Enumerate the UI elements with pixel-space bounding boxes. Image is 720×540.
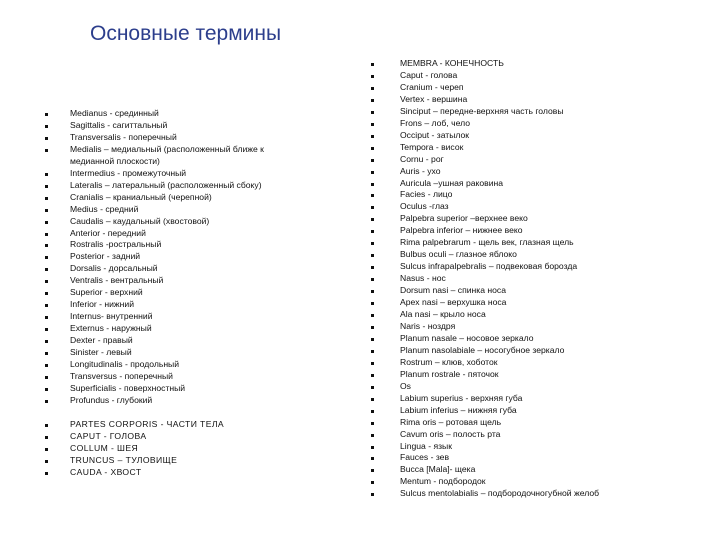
list-item-text: Ventralis - вентральный xyxy=(70,275,164,286)
bullet-icon xyxy=(371,278,374,281)
list-item xyxy=(70,168,310,180)
list-item-text: Ala nasi – крыло носа xyxy=(400,309,486,320)
bullet-icon xyxy=(45,388,48,391)
page-title: Основные термины xyxy=(90,22,282,45)
list-item-text: Intermedius - промежуточный xyxy=(70,167,187,178)
bullet-icon xyxy=(45,292,48,295)
list-item-text: Lateralis – латеральный (расположенный сбоку) xyxy=(70,179,262,190)
bullet-icon xyxy=(45,460,48,463)
bullet-icon xyxy=(371,206,374,209)
list-item-text: Rima palpebrarum - щель век, глазная щель xyxy=(400,237,574,248)
list-item xyxy=(70,228,310,240)
list-item-text: Posterior - задний xyxy=(70,251,141,262)
list-item-text: CAPUT - ГОЛОВА xyxy=(70,430,147,441)
list-item xyxy=(400,249,700,261)
bullet-icon xyxy=(371,266,374,269)
bullet-icon xyxy=(45,304,48,307)
bullet-icon xyxy=(45,340,48,343)
bullet-icon xyxy=(371,87,374,90)
bullet-icon xyxy=(371,374,374,377)
bullet-icon xyxy=(371,302,374,305)
list-item-text: Sulcus mentolabialis – подбородочногубной желоб xyxy=(400,488,600,499)
list-item-text: Planum nasolabiale – носогубное зеркало xyxy=(400,344,565,355)
list-item xyxy=(400,154,700,166)
list-item xyxy=(400,189,700,201)
list-item-text: CAUDA - ХВОСТ xyxy=(70,466,142,477)
bullet-icon xyxy=(371,159,374,162)
list-item-text: Bulbus oculi – глазное яблоко xyxy=(400,249,517,260)
bullet-icon xyxy=(45,113,48,116)
list-item xyxy=(400,321,700,333)
list-item xyxy=(400,405,700,417)
bullet-icon xyxy=(371,422,374,425)
list-item-text: Rostrum – клюв, хоботок xyxy=(400,356,498,367)
list-item-text: Cavum oris – полость рта xyxy=(400,428,501,439)
bullet-icon xyxy=(45,268,48,271)
list-item-text: Apex nasi – верхушка носа xyxy=(400,297,507,308)
list-item-text: Labium inferius – нижняя губа xyxy=(400,404,517,415)
list-item xyxy=(70,395,310,407)
list-item xyxy=(400,130,700,142)
list-item-text: Inferior - нижний xyxy=(70,299,135,310)
list-item xyxy=(70,299,310,311)
list-item-text: Oculus -глаз xyxy=(400,201,449,212)
list-item xyxy=(70,467,310,479)
list-item xyxy=(70,192,310,204)
bullet-icon xyxy=(45,448,48,451)
list-item xyxy=(400,476,700,488)
list-item xyxy=(400,333,700,345)
bullet-icon xyxy=(371,350,374,353)
bullet-icon xyxy=(45,472,48,475)
list-item-text: Os xyxy=(400,380,411,391)
bullet-icon xyxy=(45,233,48,236)
bullet-icon xyxy=(371,147,374,150)
list-item xyxy=(70,311,310,323)
list-item xyxy=(400,70,700,82)
list-item xyxy=(400,285,700,297)
list-item xyxy=(400,393,700,405)
list-item-text: Dexter - правый xyxy=(70,335,133,346)
bullet-icon xyxy=(371,457,374,460)
bullet-icon xyxy=(45,436,48,439)
list-item-text: Anterior - передний xyxy=(70,227,146,238)
list-item-text: Tempora - висок xyxy=(400,141,464,152)
list-item xyxy=(400,369,700,381)
list-item xyxy=(70,132,310,144)
bullet-icon xyxy=(45,376,48,379)
list-item-text: Sinister - левый xyxy=(70,347,132,358)
bullet-icon xyxy=(371,469,374,472)
list-item xyxy=(400,357,700,369)
list-item xyxy=(70,287,310,299)
list-item xyxy=(70,323,310,335)
bullet-icon xyxy=(371,123,374,126)
list-item xyxy=(70,335,310,347)
list-item xyxy=(400,417,700,429)
bullet-icon xyxy=(371,481,374,484)
list-item-text: Superior - верхний xyxy=(70,287,143,298)
bullet-icon xyxy=(371,194,374,197)
list-item xyxy=(400,441,700,453)
list-item xyxy=(400,297,700,309)
list-item-text: Planum nasale – носовое зеркало xyxy=(400,332,534,343)
list-item-text: Rima oris – ротовая щель xyxy=(400,416,502,427)
list-item xyxy=(70,431,310,443)
list-item-text: Lingua - язык xyxy=(400,440,452,451)
bullet-icon xyxy=(45,197,48,200)
bullet-icon xyxy=(371,314,374,317)
directional-terms-list xyxy=(70,108,310,407)
bullet-icon xyxy=(371,434,374,437)
list-item-text: Profundus - глубокий xyxy=(70,394,153,405)
list-item xyxy=(400,106,700,118)
list-item-text: Medius - средний xyxy=(70,203,139,214)
list-item-text: Naris - ноздря xyxy=(400,320,456,331)
bullet-icon xyxy=(371,386,374,389)
bullet-icon xyxy=(371,99,374,102)
list-item-text: Vertex - вершина xyxy=(400,93,468,104)
list-item-text: Transversus - поперечный xyxy=(70,370,173,381)
bullet-icon xyxy=(371,493,374,496)
bullet-icon xyxy=(45,400,48,403)
bullet-icon xyxy=(371,446,374,449)
list-item xyxy=(400,452,700,464)
list-item-text: Dorsum nasi – спинка носа xyxy=(400,285,507,296)
list-item-text: Sinciput – передне-верхняя часть головы xyxy=(400,105,564,116)
list-item xyxy=(70,204,310,216)
list-item-text: Mentum - подбородок xyxy=(400,476,486,487)
list-item xyxy=(400,94,700,106)
list-item-text: Nasus - нос xyxy=(400,273,446,284)
body-parts-list xyxy=(70,419,310,479)
list-item xyxy=(400,166,700,178)
bullet-icon xyxy=(371,171,374,174)
list-item-text: Longitudinalis - продольный xyxy=(70,359,180,370)
bullet-icon xyxy=(45,137,48,140)
list-item-text: MEMBRA - КОНЕЧНОСТЬ xyxy=(400,58,504,68)
bullet-icon xyxy=(371,111,374,114)
list-item xyxy=(400,345,700,357)
list-item-text: Dorsalis - дорсальный xyxy=(70,263,158,274)
bullet-icon xyxy=(45,328,48,331)
list-item xyxy=(400,237,700,249)
list-item-text: Auricula –ушная раковина xyxy=(400,177,504,188)
list-item xyxy=(400,178,700,190)
list-item-text: Frons – лоб, чело xyxy=(400,117,470,128)
list-item-text: Transversalis - поперечный xyxy=(70,131,177,142)
list-item-text: Sulcus infrapalpebralis – подвековая борозда xyxy=(400,261,578,272)
list-item xyxy=(400,464,700,476)
list-item-text: Bucca [Mala]- щека xyxy=(400,464,476,475)
head-terms-list xyxy=(400,58,700,500)
bullet-icon xyxy=(371,290,374,293)
list-item-text: Medianus - срединный xyxy=(70,108,159,118)
list-item-text: Auris - ухо xyxy=(400,165,441,176)
list-item xyxy=(400,309,700,321)
list-item xyxy=(400,142,700,154)
list-item xyxy=(70,144,308,168)
list-item xyxy=(70,371,310,383)
list-item xyxy=(400,261,700,273)
list-item-text: Medialis – медиальный (расположенный ближе к медианной плоскости) xyxy=(70,143,264,166)
list-item-text: Palpebra inferior – нижнее веко xyxy=(400,225,523,236)
list-item-text: Cranium - череп xyxy=(400,81,464,92)
list-item xyxy=(70,263,310,275)
bullet-icon xyxy=(371,362,374,365)
bullet-icon xyxy=(45,280,48,283)
bullet-icon xyxy=(371,338,374,341)
list-item xyxy=(70,239,310,251)
bullet-icon xyxy=(45,316,48,319)
bullet-icon xyxy=(371,254,374,257)
list-item xyxy=(400,58,700,70)
list-item xyxy=(400,225,700,237)
list-item xyxy=(70,359,310,371)
list-item xyxy=(400,213,700,225)
bullet-icon xyxy=(371,75,374,78)
bullet-icon xyxy=(371,135,374,138)
list-item-text: Fauces - зев xyxy=(400,452,450,463)
list-item xyxy=(70,120,310,132)
list-item xyxy=(400,201,700,213)
list-item-text: Rostralis -ростральный xyxy=(70,239,162,250)
bullet-icon xyxy=(45,352,48,355)
list-item xyxy=(70,108,310,120)
list-item xyxy=(70,443,310,455)
list-item-text: TRUNCUS – ТУЛОВИЩЕ xyxy=(70,454,178,465)
list-item xyxy=(400,118,700,130)
bullet-icon xyxy=(45,149,48,152)
list-item xyxy=(70,216,310,228)
bullet-icon xyxy=(371,63,374,66)
list-item xyxy=(400,488,700,500)
list-item xyxy=(400,381,700,393)
bullet-icon xyxy=(371,398,374,401)
bullet-icon xyxy=(371,410,374,413)
list-item xyxy=(70,180,310,192)
bullet-icon xyxy=(371,326,374,329)
list-item xyxy=(70,455,310,467)
bullet-icon xyxy=(371,218,374,221)
bullet-icon xyxy=(45,424,48,427)
bullet-icon xyxy=(371,230,374,233)
list-item xyxy=(400,82,700,94)
list-item xyxy=(70,251,310,263)
list-item xyxy=(400,429,700,441)
list-item-text: Labium superius - верхняя губа xyxy=(400,392,523,403)
list-item-text: Occiput - затылок xyxy=(400,129,470,140)
list-item-text: Planum rostrale - пяточок xyxy=(400,368,499,379)
bullet-icon xyxy=(371,183,374,186)
bullet-icon xyxy=(45,209,48,212)
list-item xyxy=(70,383,310,395)
list-item-text: Cranialis – краниальный (черепной) xyxy=(70,191,212,202)
list-item-text: Cornu - рог xyxy=(400,153,444,164)
bullet-icon xyxy=(45,173,48,176)
list-item xyxy=(70,347,310,359)
bullet-icon xyxy=(45,221,48,224)
list-item xyxy=(70,419,310,431)
list-item-text: Internus- внутренний xyxy=(70,311,153,322)
list-item-text: Superficialis - поверхностный xyxy=(70,382,186,393)
list-item-text: Facies - лицо xyxy=(400,189,453,200)
list-item xyxy=(70,275,310,287)
list-item-text: PARTES CORPORIS - ЧАСТИ ТЕЛА xyxy=(70,419,225,429)
list-item-text: Caudalis – каудальный (хвостовой) xyxy=(70,215,210,226)
list-item-text: COLLUM - ШЕЯ xyxy=(70,442,139,453)
list-item xyxy=(400,273,700,285)
list-item-text: Sagittalis - сагиттальный xyxy=(70,119,168,130)
bullet-icon xyxy=(45,244,48,247)
bullet-icon xyxy=(45,125,48,128)
list-item-text: Palpebra superior –верхнее веко xyxy=(400,213,528,224)
bullet-icon xyxy=(45,185,48,188)
bullet-icon xyxy=(45,364,48,367)
list-item-text: Caput - голова xyxy=(400,69,458,80)
bullet-icon xyxy=(45,256,48,259)
list-item-text: Externus - наружный xyxy=(70,323,152,334)
bullet-icon xyxy=(371,242,374,245)
